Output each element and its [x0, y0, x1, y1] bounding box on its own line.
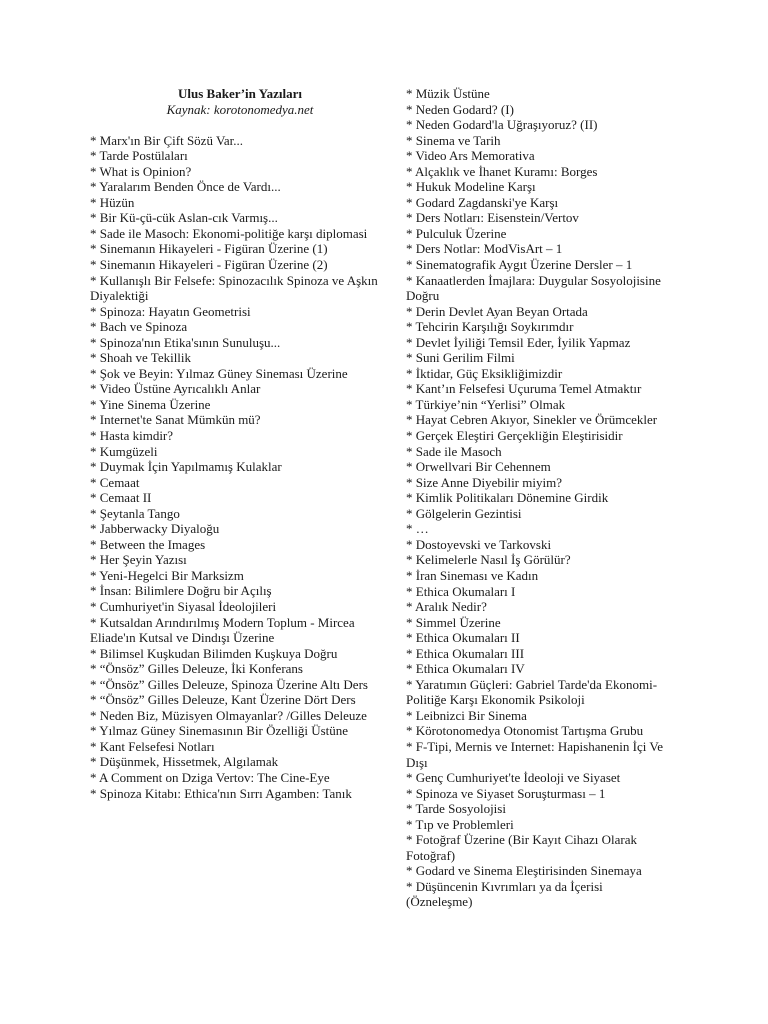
- list-item: * Simmel Üzerine: [406, 614, 501, 630]
- list-item: * Pulculuk Üzerine: [406, 225, 507, 241]
- list-item: * Duymak İçin Yapılmamış Kulaklar: [90, 459, 282, 475]
- spacer: [90, 117, 390, 133]
- list-item: * Kutsaldan Arındırılmış Modern Toplum - Mircea Eliade'ın Kutsal ve Dindışı Üzerine: [90, 614, 355, 646]
- list-item: * Godard Zagdanski'ye Karşı: [406, 194, 559, 210]
- right-column: [406, 86, 668, 910]
- list-item: * Genç Cumhuriyet'te İdeoloji ve Siyaset: [406, 770, 621, 786]
- list-item: * “Önsöz” Gilles Deleuze, Kant Üzerine Dört Ders: [90, 692, 356, 708]
- left-column: [90, 86, 390, 801]
- list-item: * Yılmaz Güney Sinemasının Bir Özelliği Üstüne: [90, 723, 349, 739]
- list-item: * Spinoza ve Siyaset Soruşturması – 1: [406, 785, 606, 801]
- list-item: * Tarde Postülaları: [90, 148, 188, 164]
- list-item: * Video Üstüne Ayrıcalıklı Anlar: [90, 381, 261, 397]
- list-item: * Cumhuriyet'in Siyasal İdeolojileri: [90, 599, 277, 614]
- list-item: * Devlet İyiliği Temsil Eder, İyilik Yapmaz: [406, 334, 631, 350]
- list-item: * Dostoyevski ve Tarkovski: [406, 536, 552, 552]
- list-item: * Yeni-Hegelci Bir Marksizm: [90, 567, 244, 583]
- list-item: * Spinoza Kitabı: Ethica'nın Sırrı Agamben: Tanık: [90, 785, 352, 801]
- list-item: * Ethica Okumaları I: [406, 583, 516, 599]
- list-item: * Neden Godard'la Uğraşıyoruz? (II): [406, 117, 598, 133]
- list-item: * Sinema ve Tarih: [406, 132, 501, 148]
- list-item: * Yaratımın Güçleri: Gabriel Tarde'da Ekonomi-Politiğe Karşı Ekonomik Psikoloji: [406, 676, 658, 708]
- list-item: * “Önsöz” Gilles Deleuze, Spinoza Üzerine Altı Ders: [90, 676, 368, 692]
- list-item: * Between the Images: [90, 536, 206, 552]
- list-item: * Şok ve Beyin: Yılmaz Güney Sineması Üzerine: [90, 365, 348, 381]
- list-item: * Spinoza'nın Etika'sının Sunuluşu...: [90, 334, 281, 350]
- list-item: * İnsan: Bilimlere Doğru bir Açılış: [90, 583, 272, 599]
- list-item: * Cemaat II: [90, 490, 152, 506]
- list-item: * Hayat Cebren Akıyor, Sinekler ve Örümcekler: [406, 412, 658, 428]
- list-item: * Ders Notlar: ModVisArt – 1: [406, 241, 563, 257]
- list-item: * Neden Godard? (I): [406, 101, 514, 117]
- list-item: * Bilimsel Kuşkudan Bilimden Kuşkuya Doğru: [90, 645, 338, 661]
- list-item: * Kumgüzeli: [90, 443, 158, 459]
- list-item: * Ethica Okumaları III: [406, 645, 525, 661]
- list-item: * Türkiye’nin “Yerlisi” Olmak: [406, 396, 566, 412]
- list-item: * Hukuk Modeline Karşı: [406, 179, 536, 195]
- list-item: * Spinoza: Hayatın Geometrisi: [90, 303, 251, 319]
- list-item: * Kant’ın Felsefesi Uçuruma Temel Atmaktır: [406, 381, 642, 397]
- list-item: * Kant Felsefesi Notları: [90, 738, 215, 754]
- list-item: * Körotonomedya Otonomist Tartışma Grubu: [406, 723, 644, 739]
- list-item: * Tehcirin Karşılığı Soykırımdır: [406, 319, 574, 335]
- list-item: * “Önsöz” Gilles Deleuze, İki Konferans: [90, 661, 303, 677]
- list-item: * Suni Gerilim Filmi: [406, 350, 515, 366]
- list-item: * Kanaatlerden İmajlara: Duygular Sosyolojisine Doğru: [406, 272, 661, 304]
- list-item: * Kelimelerle Nasıl İş Görülür?: [406, 552, 571, 568]
- list-item: * Derin Devlet Ayan Beyan Ortada: [406, 303, 588, 319]
- list-item: * Düşünmek, Hissetmek, Algılamak: [90, 754, 279, 770]
- list-item: * Tıp ve Problemleri: [406, 816, 514, 832]
- list-item: * İktidar, Güç Eksikliğimizdir: [406, 365, 563, 381]
- list-item: * Sinematografik Aygıt Üzerine Dersler – 1: [406, 257, 633, 273]
- list-item: * Sade ile Masoch: [406, 443, 502, 459]
- list-item: * …: [406, 521, 429, 537]
- list-item: * Kimlik Politikaları Dönemine Girdik: [406, 490, 609, 506]
- list-item: * Shoah ve Tekillik: [90, 350, 192, 366]
- list-item: * Hasta kimdir?: [90, 427, 174, 443]
- right-article-list: [406, 86, 668, 910]
- list-item: * Orwellvari Bir Cehennem: [406, 459, 551, 475]
- list-item: * Aralık Nedir?: [406, 599, 487, 615]
- list-item: * Video Ars Memorativa: [406, 148, 535, 164]
- list-item: * Internet'te Sanat Mümkün mü?: [90, 412, 261, 428]
- list-item: * Cemaat: [90, 474, 140, 490]
- list-item: * Fotoğraf Üzerine (Bir Kayıt Cihazı Olarak Fotoğraf): [406, 832, 638, 863]
- list-item: * İran Sineması ve Kadın: [406, 567, 539, 583]
- list-item: * Tarde Sosyolojisi: [406, 801, 506, 817]
- list-item: * Gölgelerin Gezintisi: [406, 505, 522, 521]
- list-item: * Şeytanla Tango: [90, 505, 180, 521]
- list-item: * What is Opinion?: [90, 163, 192, 179]
- list-item: * Sinemanın Hikayeleri - Figüran Üzerine (1): [90, 241, 328, 257]
- list-item: * Neden Biz, Müzisyen Olmayanlar? /Gilles Deleuze: [90, 707, 367, 723]
- left-article-list: [90, 133, 390, 802]
- list-item: * Ders Notları: Eisenstein/Vertov: [406, 210, 579, 226]
- list-item: * Sinemanın Hikayeleri - Figüran Üzerine (2): [90, 256, 328, 272]
- list-item: * Sade ile Masoch: Ekonomi-politiğe karşı diplomasi: [90, 225, 368, 241]
- list-item: * Her Şeyin Yazısı: [90, 552, 187, 568]
- list-item: * Leibnizci Bir Sinema: [406, 707, 527, 723]
- list-item: * Düşüncenin Kıvrımları ya da İçerisi (Özneleşme): [406, 878, 603, 910]
- list-item: * Size Anne Diyebilir miyim?: [406, 474, 562, 490]
- list-item: * Ethica Okumaları II: [406, 630, 520, 646]
- list-item: * Bir Kü-çü-cük Aslan-cık Varmış...: [90, 210, 278, 226]
- list-item: * Yine Sinema Üzerine: [90, 396, 211, 412]
- list-item: * Jabberwacky Diyaloğu: [90, 521, 220, 537]
- list-item: * Godard ve Sinema Eleştirisinden Sinemaya: [406, 863, 642, 879]
- list-item: * Gerçek Eleştiri Gerçekliğin Eleştirisidir: [406, 428, 623, 444]
- list-item: * Alçaklık ve İhanet Kuramı: Borges: [406, 163, 598, 179]
- list-item: * Ethica Okumaları IV: [406, 661, 525, 677]
- list-item: * Marx'ın Bir Çift Sözü Var...: [90, 132, 244, 148]
- list-item: * Hüzün: [90, 194, 135, 210]
- list-item: * Kullanışlı Bir Felsefe: Spinozacılık Spinoza ve Aşkın Diyalektiği: [90, 272, 378, 304]
- list-item: * A Comment on Dziga Vertov: The Cine-Eye: [90, 770, 330, 786]
- list-item: * Bach ve Spinoza: [90, 319, 188, 335]
- list-item: * Müzik Üstüne: [406, 86, 490, 101]
- list-item: * Yaralarım Benden Önce de Vardı...: [90, 179, 281, 195]
- document-title: Ulus Baker’in Yazıları: [178, 86, 302, 101]
- list-item: * F-Tipi, Mernis ve Internet: Hapishanenin İçi Ve Dışı: [406, 738, 664, 770]
- document-source: Kaynak: korotonomedya.net: [166, 101, 314, 117]
